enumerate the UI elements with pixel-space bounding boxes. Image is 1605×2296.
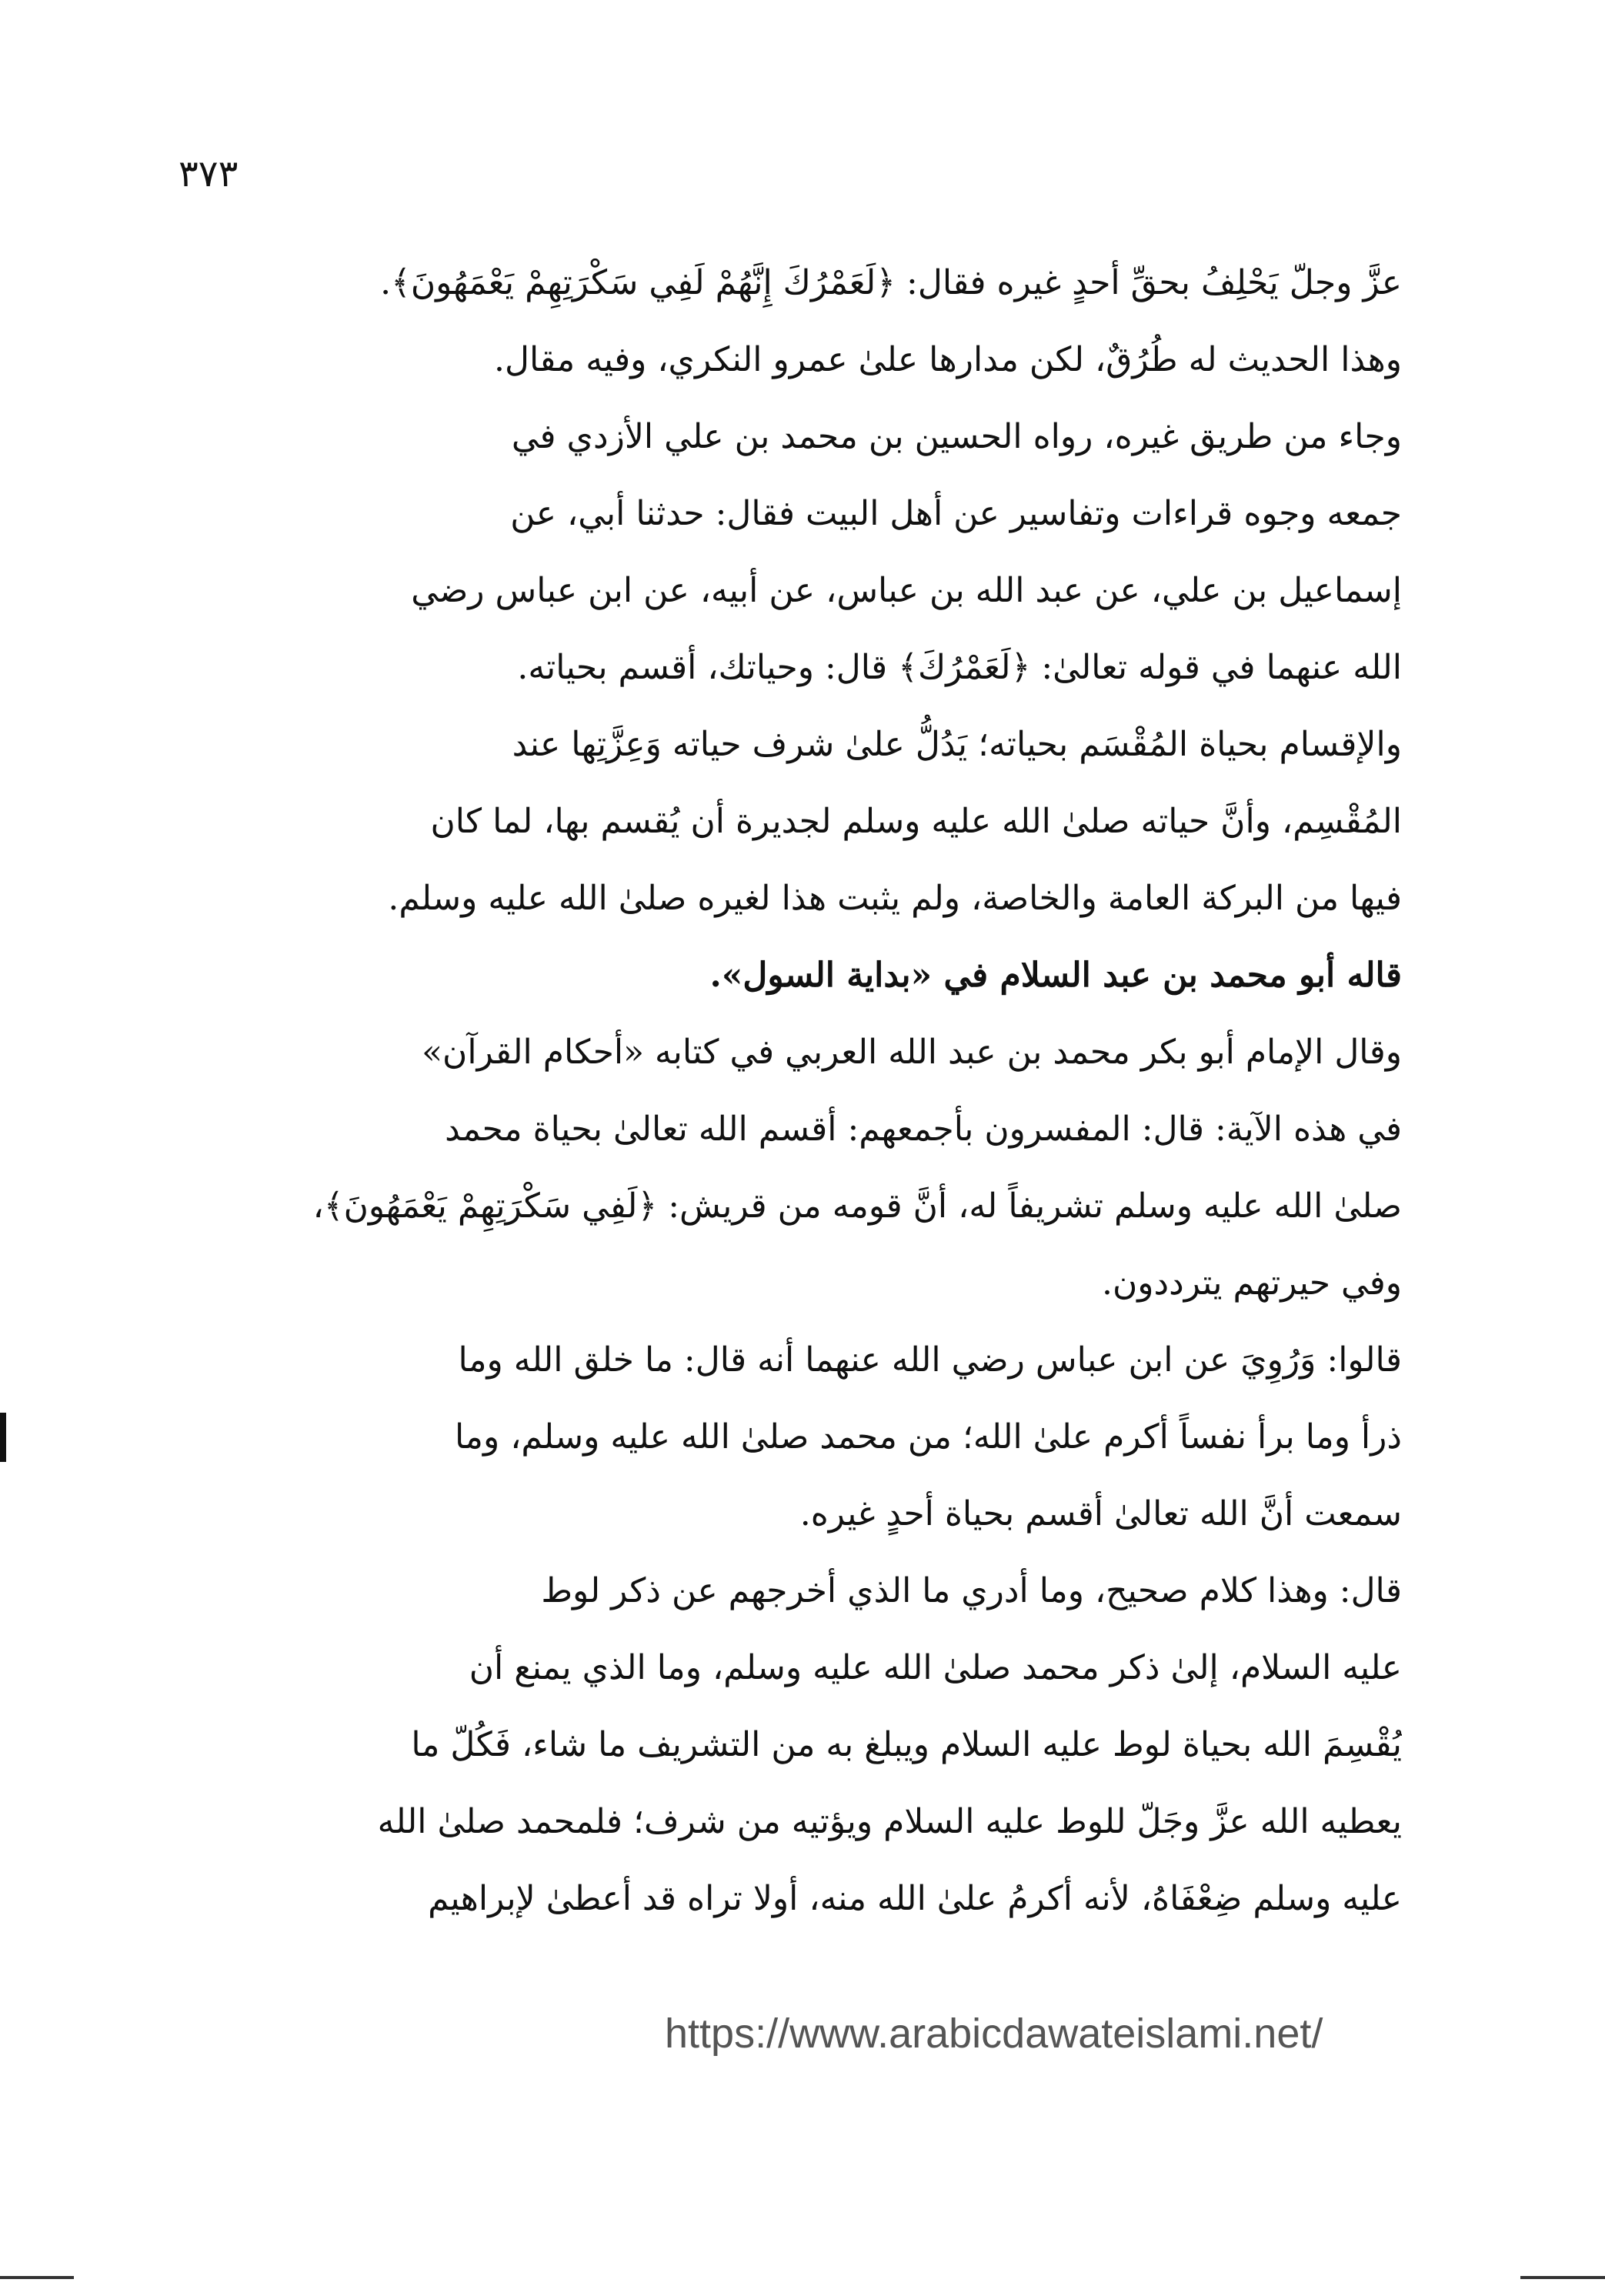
text-line: سمعت أنَّ الله تعالىٰ أقسم بحياة أحدٍ غيره.	[799, 1494, 1402, 1533]
text-line: الله عنهما في قوله تعالىٰ: ﴿لَعَمْرُكَ﴾ قال: وحياتك، أقسم بحياته.	[517, 648, 1402, 687]
text-line: في هذه الآية: قال: المفسرون بأجمعهم: أقسم الله تعالىٰ بحياة محمد	[445, 1110, 1402, 1149]
text-line: قالوا: وَرُوِيَ عن ابن عباس رضي الله عنهما أنه قال: ما خلق الله وما	[458, 1340, 1402, 1380]
text-line: والإقسام بحياة المُقْسَم بحياته؛ يَدُلُّ علىٰ شرف حياته وَعِزَّتِها عند	[512, 725, 1402, 764]
text-line: عليه السلام، إلىٰ ذكر محمد صلىٰ الله عليه وسلم، وما الذي يمنع أن	[469, 1648, 1402, 1687]
text-line: يعطيه الله عزَّ وجَلّ للوط عليه السلام ويؤتيه من شرف؛ فلمحمد صلىٰ الله	[377, 1802, 1402, 1841]
text-line: وجاء من طريق غيره، رواه الحسين بن محمد بن علي الأزدي في	[511, 417, 1402, 456]
text-line: صلىٰ الله عليه وسلم تشريفاً له، أنَّ قومه من قريش: ﴿لَفِي سَكْرَتِهِمْ يَعْمَهُونَ﴾،	[312, 1186, 1402, 1226]
text-line: يُقْسِمَ الله بحياة لوط عليه السلام ويبلغ به من التشريف ما شاء، فَكُلّ ما	[411, 1725, 1402, 1764]
text-line: عليه وسلم ضِعْفَاهُ، لأنه أكرمُ علىٰ الله منه، أولا تراه قد أعطىٰ لإبراهيم	[428, 1879, 1402, 1918]
page-number: ٣٧٣	[179, 152, 239, 195]
scan-bottom-rule-right	[1520, 2276, 1605, 2279]
text-line: إسماعيل بن علي، عن عبد الله بن عباس، عن أبيه، عن ابن عباس رضي	[411, 571, 1402, 610]
scan-bottom-rule-left	[0, 2276, 74, 2279]
scan-edge-mark	[0, 1413, 6, 1462]
watermark-url: https://www.arabicdawateislami.net/	[665, 2011, 1323, 2057]
text-line: فيها من البركة العامة والخاصة، ولم يثبت هذا لغيره صلىٰ الله عليه وسلم.	[388, 879, 1402, 918]
text-line: ذرأ وما برأ نفساً أكرم علىٰ الله؛ من محمد صلىٰ الله عليه وسلم، وما	[454, 1417, 1402, 1457]
text-line: قال: وهذا كلام صحيح، وما أدري ما الذي أخرجهم عن ذكر لوط	[541, 1571, 1402, 1610]
text-line: قاله أبو محمد بن عبد السلام في «بداية السول».	[709, 956, 1402, 995]
text-line: وهذا الحديث له طُرُقٌ، لكن مدارها علىٰ عمرو النكري، وفيه مقال.	[494, 340, 1402, 379]
text-line: عزَّ وجلّ يَحْلِفُ بحقِّ أحدٍ غيره فقال: ﴿لَعَمْرُكَ إِنَّهُمْ لَفِي سَكْرَتِهِمْ يَعْمَهُونَ﴾.	[380, 263, 1402, 302]
text-line: المُقْسِم، وأنَّ حياته صلىٰ الله عليه وسلم لجديرة أن يُقسم بها، لما كان	[430, 802, 1402, 841]
text-line: جمعه وجوه قراءات وتفاسير عن أهل البيت فقال: حدثنا أبي، عن	[510, 494, 1402, 533]
text-line: وفي حيرتهم يترددون.	[1101, 1263, 1402, 1303]
text-line: وقال الإمام أبو بكر محمد بن عبد الله العربي في كتابه «أحكام القرآن»	[422, 1033, 1402, 1072]
